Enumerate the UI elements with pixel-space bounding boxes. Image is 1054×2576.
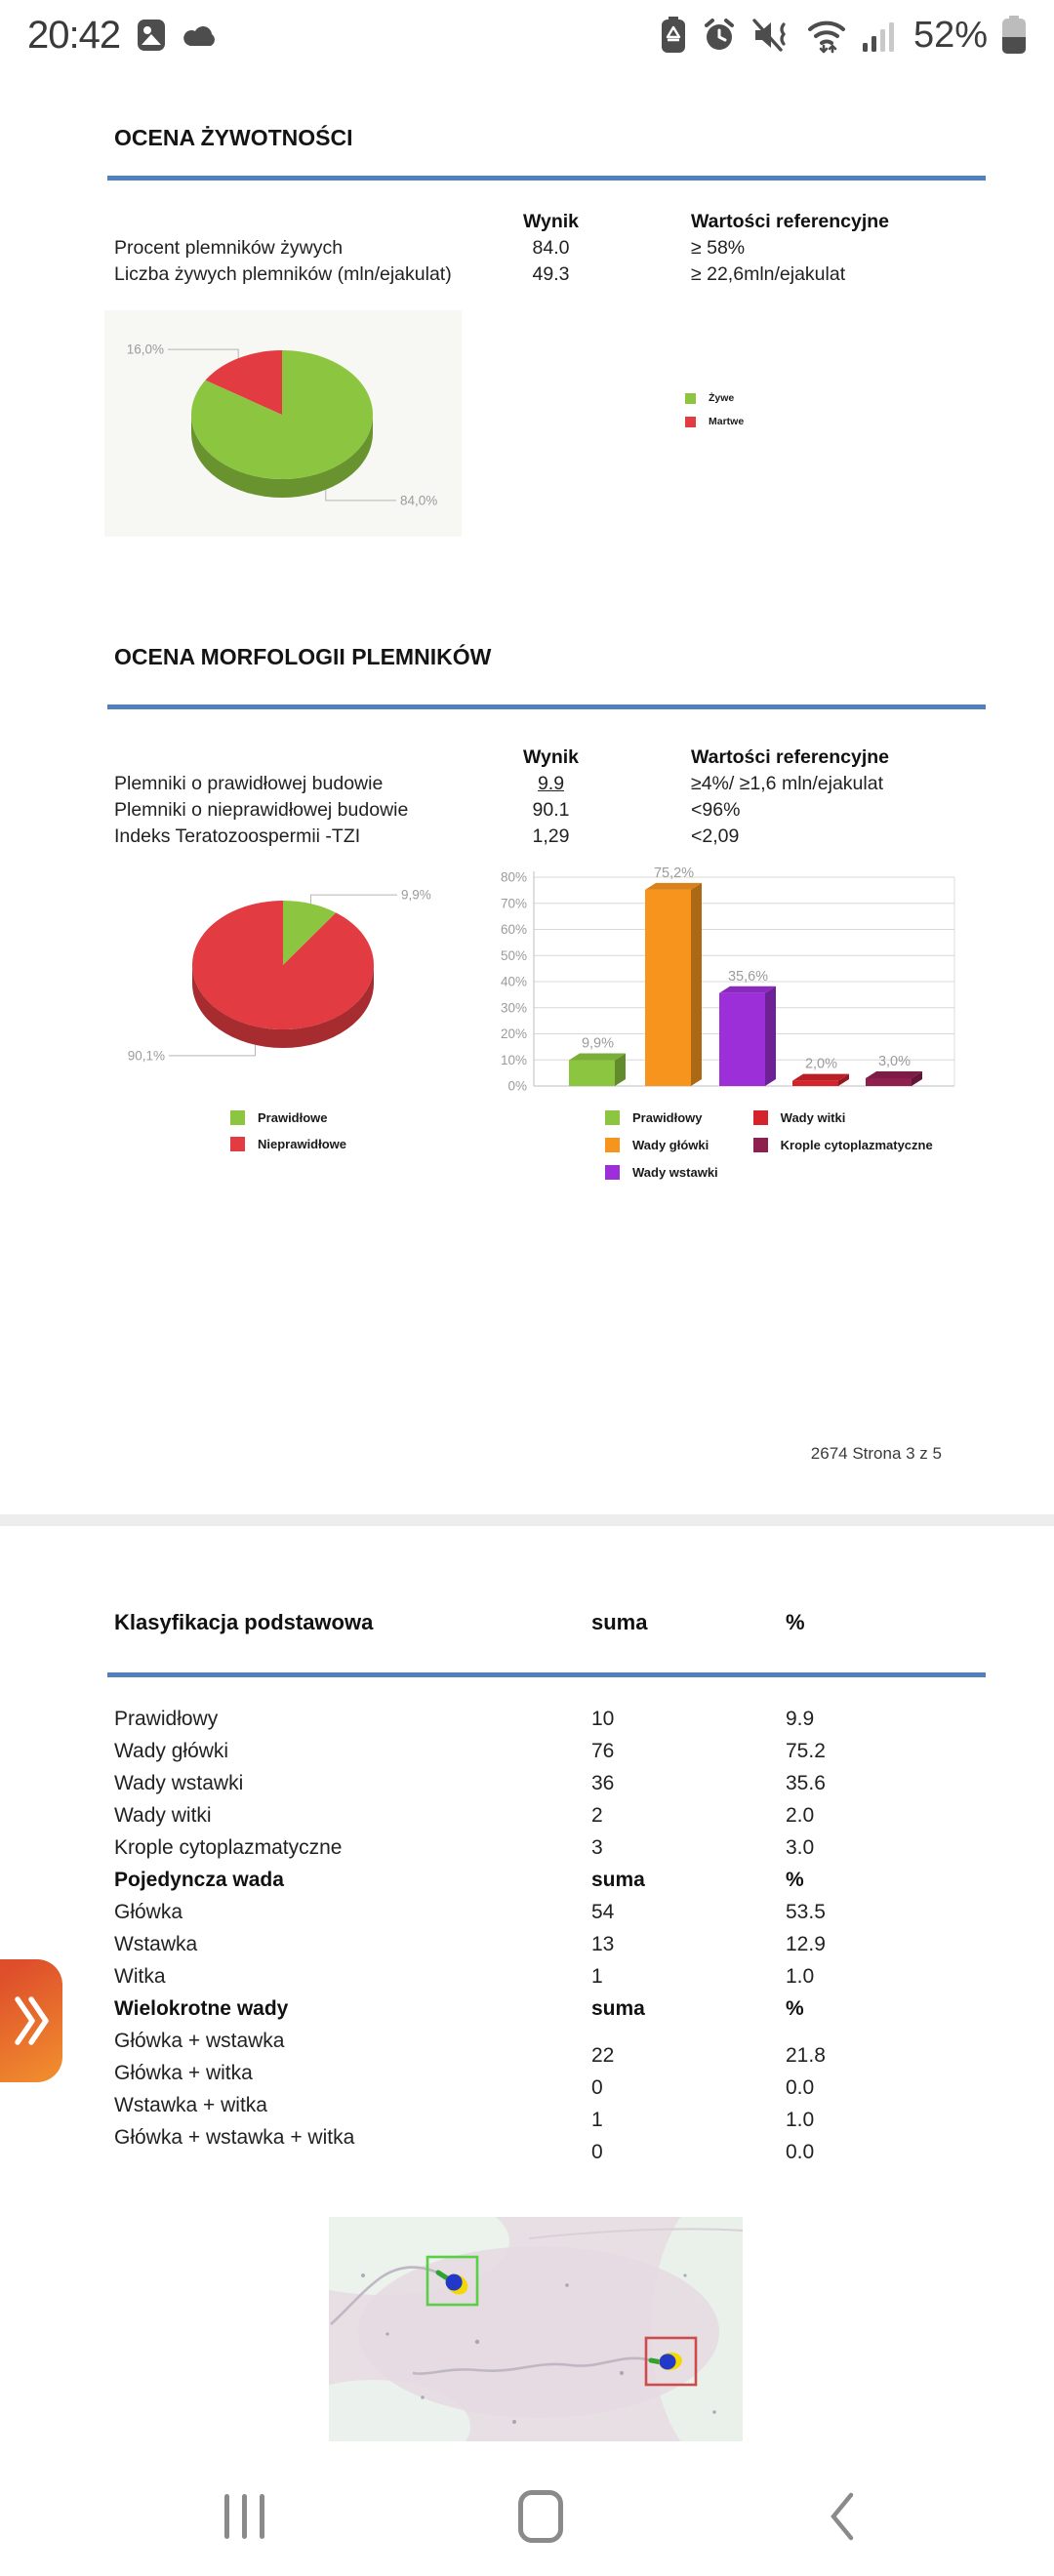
divider-blue bbox=[107, 1672, 986, 1677]
morphology-pie-chart bbox=[98, 859, 488, 1093]
battery-saver-icon bbox=[660, 17, 687, 54]
row-label: Wstawka + witka bbox=[114, 2094, 267, 2116]
row-pct: % bbox=[786, 1869, 804, 1891]
cloud-icon bbox=[182, 20, 222, 50]
row-suma: 0 bbox=[591, 2141, 603, 2163]
recents-button[interactable] bbox=[209, 2494, 279, 2541]
legend-swatch bbox=[753, 1138, 768, 1152]
svg-text:80%: 80% bbox=[500, 869, 527, 885]
row-wynik: 1,29 bbox=[532, 825, 570, 847]
spacer bbox=[114, 209, 495, 235]
divider-blue bbox=[107, 176, 986, 181]
legend-item bbox=[605, 1165, 718, 1180]
legend-label: Krople cytoplazmatyczne bbox=[780, 1138, 933, 1152]
svg-text:30%: 30% bbox=[500, 1000, 527, 1016]
divider-blue bbox=[107, 704, 986, 709]
col-header-suma: suma bbox=[591, 1610, 648, 1634]
morphology-bar-legend bbox=[605, 1110, 933, 1180]
row-suma: 0 bbox=[591, 2076, 603, 2099]
row-label: Plemniki o nieprawidłowej budowie bbox=[114, 799, 409, 821]
legend-swatch bbox=[753, 1110, 768, 1125]
row-label: Główka bbox=[114, 1901, 183, 1923]
row-suma: 2 bbox=[591, 1804, 603, 1827]
status-bar bbox=[0, 0, 1054, 70]
row-pct: 75.2 bbox=[786, 1740, 826, 1762]
row-pct: 12.9 bbox=[786, 1933, 826, 1955]
row-suma: 10 bbox=[591, 1708, 615, 1730]
page-separator bbox=[0, 1514, 1054, 1526]
row-ref: ≥ 22,6mln/ejakulat bbox=[691, 263, 846, 285]
vitality-pie-legend bbox=[685, 392, 744, 427]
vitality-results-table bbox=[114, 209, 986, 288]
legend-item bbox=[605, 1110, 718, 1125]
row-pct: 0.0 bbox=[786, 2076, 815, 2099]
row-label: Indeks Teratozoospermii -TZI bbox=[114, 825, 361, 847]
legend-swatch bbox=[230, 1137, 245, 1151]
home-button[interactable] bbox=[518, 2490, 563, 2543]
page-number: 2674 Strona 3 z 5 bbox=[810, 1444, 942, 1463]
row-label: Pojedyncza wada bbox=[114, 1869, 284, 1891]
col-header-ref: Wartości referencyjne bbox=[691, 211, 890, 232]
row-label: Plemniki o prawidłowej budowie bbox=[114, 773, 384, 794]
svg-text:75,2%: 75,2% bbox=[653, 865, 695, 881]
legend-item bbox=[230, 1110, 346, 1125]
legend-swatch bbox=[605, 1165, 620, 1180]
row-label: Wady wstawki bbox=[114, 1772, 244, 1794]
clock: 20:42 bbox=[27, 13, 121, 57]
row-suma: 76 bbox=[591, 1740, 615, 1762]
col-header-pct: % bbox=[786, 1610, 805, 1634]
row-label: Wady główki bbox=[114, 1740, 229, 1762]
gallery-icon bbox=[134, 18, 169, 53]
svg-text:9,9%: 9,9% bbox=[581, 1035, 615, 1052]
morphology-pie-legend bbox=[230, 1110, 346, 1151]
row-label: Wielokrotne wady bbox=[114, 1997, 289, 2020]
legend-label: Martwe bbox=[709, 416, 745, 427]
microscope-image bbox=[329, 2217, 743, 2441]
legend-label: Żywe bbox=[709, 392, 735, 404]
row-label: Krople cytoplazmatyczne bbox=[114, 1836, 343, 1859]
row-label: Główka + wstawka + witka bbox=[114, 2126, 355, 2149]
row-suma: 22 bbox=[591, 2044, 615, 2067]
row-label: Główka + witka bbox=[114, 2062, 253, 2084]
alarm-icon bbox=[701, 17, 738, 54]
row-label: Witka bbox=[114, 1965, 166, 1988]
row-suma: 1 bbox=[591, 2109, 603, 2131]
section-title-vitality: OCENA ŻYWOTNOŚCI bbox=[114, 125, 353, 150]
mute-icon bbox=[751, 17, 790, 54]
row-suma: 13 bbox=[591, 1933, 615, 1955]
row-suma: 54 bbox=[591, 1901, 615, 1923]
svg-text:84,0%: 84,0% bbox=[400, 493, 438, 508]
row-wynik: 84.0 bbox=[532, 237, 570, 259]
row-suma: 1 bbox=[591, 1965, 603, 1988]
svg-text:35,6%: 35,6% bbox=[727, 968, 769, 985]
row-ref: ≥4%/ ≥1,6 mln/ejakulat bbox=[691, 773, 883, 794]
legend-swatch bbox=[685, 417, 696, 427]
col-header-wynik: Wynik bbox=[522, 211, 580, 232]
legend-swatch bbox=[685, 393, 696, 404]
row-pct: 21.8 bbox=[786, 2044, 826, 2067]
row-pct: 1.0 bbox=[786, 1965, 815, 1988]
signal-icon bbox=[863, 18, 896, 53]
row-label: Główka + wstawka bbox=[114, 2030, 285, 2052]
battery-percent: 52% bbox=[912, 14, 988, 56]
legend-swatch bbox=[230, 1110, 245, 1125]
svg-text:50%: 50% bbox=[500, 947, 527, 963]
legend-swatch bbox=[605, 1110, 620, 1125]
legend-swatch bbox=[605, 1138, 620, 1152]
row-wynik: 49.3 bbox=[532, 263, 570, 285]
row-pct: 35.6 bbox=[786, 1772, 826, 1794]
legend-label: Prawidłowe bbox=[258, 1110, 328, 1125]
vitality-pie-chart bbox=[104, 310, 462, 537]
row-suma: 3 bbox=[591, 1836, 603, 1859]
morphology-results-table bbox=[114, 745, 986, 850]
legend-item bbox=[685, 392, 744, 404]
col-header-label: Klasyfikacja podstawowa bbox=[114, 1610, 374, 1634]
legend-label: Nieprawidłowe bbox=[258, 1137, 347, 1151]
spacer bbox=[114, 745, 495, 771]
row-pct: 53.5 bbox=[786, 1901, 826, 1923]
wifi-icon bbox=[804, 17, 849, 54]
svg-text:2,0%: 2,0% bbox=[804, 1056, 838, 1072]
double-chevron-right-icon bbox=[6, 1972, 57, 2070]
row-suma: suma bbox=[591, 1869, 645, 1891]
svg-text:60%: 60% bbox=[500, 922, 527, 937]
legend-item bbox=[605, 1138, 718, 1152]
row-label: Liczba żywych plemników (mln/ejakulat) bbox=[114, 263, 452, 285]
col-header-wynik: Wynik bbox=[522, 746, 580, 768]
svg-text:10%: 10% bbox=[500, 1052, 527, 1067]
row-ref: <2,09 bbox=[691, 825, 740, 847]
svg-text:20%: 20% bbox=[500, 1026, 527, 1041]
row-pct: % bbox=[786, 1997, 804, 2020]
legend-item bbox=[753, 1110, 933, 1125]
vitality-pie-panel bbox=[104, 310, 462, 537]
back-button[interactable] bbox=[826, 2491, 859, 2547]
svg-text:90,1%: 90,1% bbox=[127, 1048, 165, 1064]
row-ref: ≥ 58% bbox=[691, 237, 746, 259]
legend-label: Wady wstawki bbox=[632, 1165, 718, 1180]
legend-item bbox=[753, 1138, 933, 1152]
col-header-ref: Wartości referencyjne bbox=[691, 746, 890, 768]
svg-text:3,0%: 3,0% bbox=[877, 1053, 912, 1069]
row-wynik: 9.9 bbox=[537, 773, 565, 794]
row-label: Prawidłowy bbox=[114, 1708, 219, 1730]
battery-icon bbox=[1001, 16, 1027, 55]
row-label: Procent plemników żywych bbox=[114, 237, 344, 259]
svg-text:70%: 70% bbox=[500, 896, 527, 911]
expand-panel-button[interactable] bbox=[0, 1959, 62, 2082]
svg-text:40%: 40% bbox=[500, 974, 527, 989]
svg-text:16,0%: 16,0% bbox=[126, 342, 164, 357]
morphology-bar-chart bbox=[493, 864, 971, 1107]
classification-table bbox=[114, 1703, 986, 2163]
row-label: Wady witki bbox=[114, 1804, 212, 1827]
row-label: Wstawka bbox=[114, 1933, 198, 1955]
row-pct: 3.0 bbox=[786, 1836, 815, 1859]
section-title-morphology: OCENA MORFOLOGII PLEMNIKÓW bbox=[114, 644, 492, 669]
svg-text:9,9%: 9,9% bbox=[401, 887, 431, 903]
row-suma: suma bbox=[591, 1997, 645, 2020]
classification-table-header bbox=[114, 1610, 986, 1635]
legend-label: Prawidłowy bbox=[632, 1110, 703, 1125]
row-pct: 0.0 bbox=[786, 2141, 815, 2163]
legend-label: Wady główki bbox=[632, 1138, 709, 1152]
legend-item bbox=[230, 1137, 346, 1151]
legend-label: Wady witki bbox=[780, 1110, 846, 1125]
legend-item bbox=[685, 416, 744, 427]
row-pct: 1.0 bbox=[786, 2109, 815, 2131]
row-suma: 36 bbox=[591, 1772, 615, 1794]
back-chevron-icon bbox=[826, 2491, 859, 2542]
svg-text:0%: 0% bbox=[507, 1078, 527, 1094]
row-pct: 2.0 bbox=[786, 1804, 815, 1827]
row-ref: <96% bbox=[691, 799, 741, 821]
row-wynik: 90.1 bbox=[532, 799, 570, 821]
row-pct: 9.9 bbox=[786, 1708, 815, 1730]
